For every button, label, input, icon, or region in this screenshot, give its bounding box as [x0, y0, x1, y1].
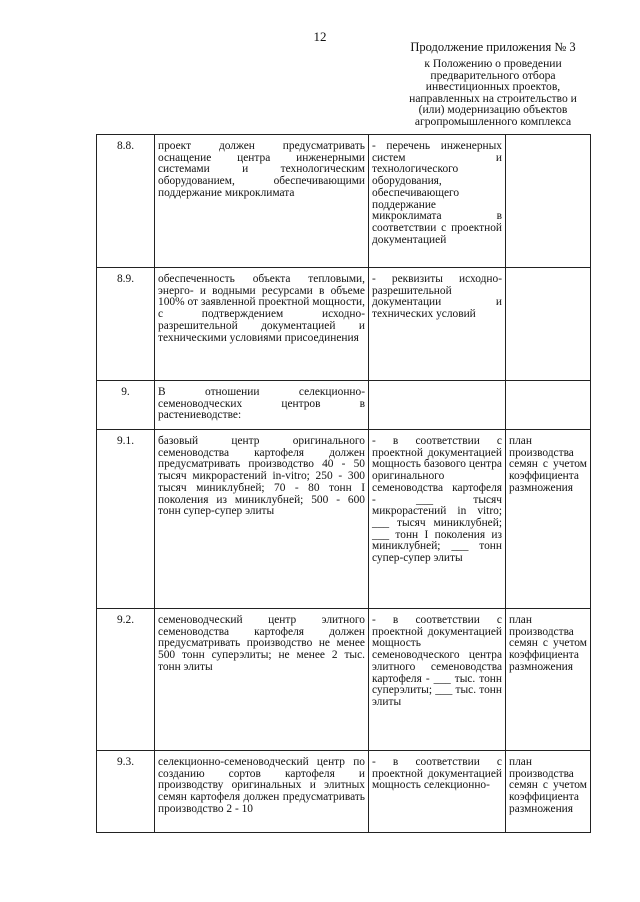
note-cell — [506, 381, 591, 430]
criterion-cell: обеспеченность объекта тепловыми, энерго- и водными ресурсами в объеме 100% от заявленной проектной мощности, с подтверждением исходно-разрешительной документацией и техническими условиями присоединения — [155, 268, 369, 381]
header-line: агропромышленного комплекса — [414, 114, 572, 128]
criterion-cell: селекционно-семеноводческий центр по созданию сортов картофеля и производству оригинальных и элитных семян картофеля должен предусматривать производство 2 - 10 — [155, 751, 369, 833]
documents-cell: - в соответствии с проектной документацией мощность семеноводческого центра элитного семеноводства картофеля - ___ тыс. тонн суперэлиты; ___ тыс. тонн элиты — [369, 609, 506, 751]
criterion-cell: В отношении селекционно-семеноводческих центров в растениеводстве: — [155, 381, 369, 430]
criterion-cell: проект должен предусматривать оснащение центра инженерными системами и технологическим оборудованием, обеспечивающими поддержание микроклимата — [155, 135, 369, 268]
table-row — [97, 609, 591, 751]
criterion-cell: семеноводческий центр элитного семеноводства картофеля должен предусматривать производство не менее 500 тонн суперэлиты; не менее 2 тыс. тонн элиты — [155, 609, 369, 751]
note-cell — [506, 135, 591, 268]
documents-cell: - перечень инженерных систем и технологического оборудования, обеспечивающего поддержание микроклимата в соответствии с проектной документацией — [369, 135, 506, 268]
header-line: направленных на строительство и — [409, 91, 577, 105]
row-number: 9. — [97, 381, 155, 430]
row-number: 9.3. — [97, 751, 155, 833]
table-row — [97, 430, 591, 609]
documents-cell: - в соответствии с проектной документацией мощность базового центра оригинального семеноводства картофеля - ___ тысяч микрорастений in vitro; ___ тысяч миниклубней; ___ тонн I поколения из миниклубней; ___ тонн супер-супер элиты — [369, 430, 506, 609]
documents-cell — [369, 381, 506, 430]
table-row — [97, 135, 591, 268]
header-line: предварительного отбора — [430, 68, 556, 82]
criterion-cell: базовый центр оригинального семеноводства картофеля должен предусматривать производство 40 - 50 тысяч микрорастений in-vitro; 250 - 300 тысяч миниклубней; 70 - 80 тонн I поколения из миниклубней; 500 - 600 тонн супер-супер элиты — [155, 430, 369, 609]
documents-cell: - в соответствии с проектной документацией мощность селекционно- — [369, 751, 506, 833]
row-number: 8.9. — [97, 268, 155, 381]
header-line: инвестиционных проектов, — [425, 80, 561, 94]
note-cell — [506, 268, 591, 381]
note-cell: план производства семян с учетом коэффициента размножения — [506, 430, 591, 609]
criteria-table — [96, 134, 591, 833]
header-line: к Положению о проведении — [424, 57, 562, 70]
page-number: 12 — [313, 29, 327, 44]
header-line: (или) модернизацию объектов — [418, 103, 568, 117]
documents-cell: - реквизиты исходно-разрешительной документации и технических условий — [369, 268, 506, 381]
row-number: 8.8. — [97, 135, 155, 268]
row-number: 9.2. — [97, 609, 155, 751]
note-cell: план производства семян с учетом коэффициента размножения — [506, 751, 591, 833]
table-row — [97, 268, 591, 381]
table-row — [97, 381, 591, 430]
row-number: 9.1. — [97, 430, 155, 609]
appendix-title: Продолжение приложения № 3 — [410, 40, 576, 54]
table-row — [97, 751, 591, 833]
appendix-header — [380, 40, 606, 128]
note-cell: план производства семян с учетом коэффициента размножения — [506, 609, 591, 751]
